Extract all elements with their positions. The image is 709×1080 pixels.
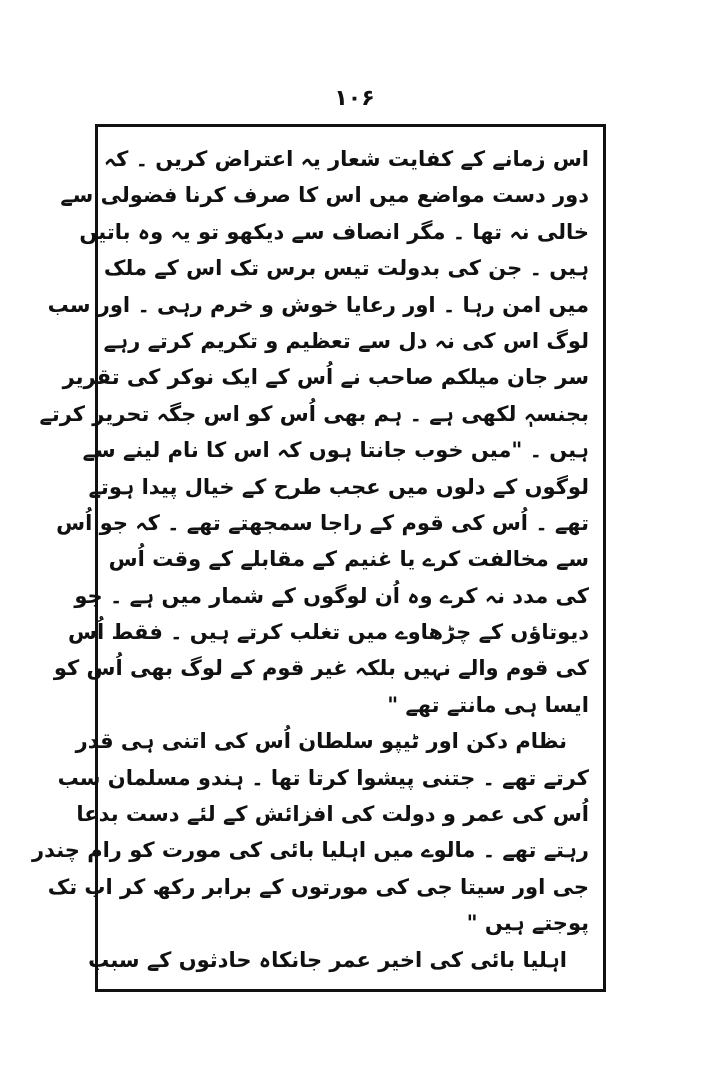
text-line: سر جان میلکم صاحب نے اُس کے ایک نوکر کی تقریر xyxy=(62,365,589,390)
text-line: اہلیا بائی کی اخیر عمر جانکاہ حادثوں کے سبب xyxy=(88,947,567,972)
text-line: دیوتاؤں کے چڑھاوے میں تغلب کرتے ہیں ۔ فقط اُس xyxy=(68,620,589,645)
text-line: ایسا ہی مانتے تھے " xyxy=(387,692,589,717)
text-line: کرتے تھے ۔ جتنی پیشوا کرتا تھا ۔ ہندو مسلمان سب xyxy=(57,765,589,790)
text-line: رہتے تھے ۔ مالوے میں اہلیا بائی کی مورت کو رام چندر xyxy=(31,838,589,863)
text-line: نظام دکن اور ٹیپو سلطان اُس کی اتنی ہی قدر xyxy=(75,729,567,754)
text-line: لوگوں کے دلوں میں عجب طرح کے خیال پیدا ہوتے xyxy=(88,474,589,499)
text-line: سے مخالفت کرے یا غنیم کے مقابلے کے وقت اُس xyxy=(108,547,589,572)
text-line: جی اور سیتا جی کی مورتوں کے برابر رکھ کر اب تک xyxy=(47,874,589,899)
text-line: میں امن رہا ۔ اور رعایا خوش و خرم رہی ۔ اور سب xyxy=(47,292,589,317)
text-line: پوجتے ہیں " xyxy=(466,911,589,936)
text-frame xyxy=(31,124,606,992)
text-line: لوگ اس کی نہ دل سے تعظیم و تکریم کرتے رہے xyxy=(103,328,589,353)
text-line: کی قوم والے نہیں بلکہ غیر قوم کے لوگ بھی اُس کو xyxy=(53,656,589,681)
page-number: ۱۰۶ xyxy=(334,86,375,111)
text-line: اس زمانے کے کفایت شعار یہ اعتراض کریں ۔ کہ xyxy=(103,147,589,171)
text-line: کی مدد نہ کرے وہ اُن لوگوں کے شمار میں ہے ۔ جو xyxy=(74,583,589,608)
text-line: بجنسہٖ لکھی ہے ۔ ہم بھی اُس کو اس جگہ تحریر کرتے xyxy=(39,401,589,426)
text-line: دور دست مواضع میں اس کا صرف کرنا فضولی سے xyxy=(60,183,589,208)
text-body xyxy=(31,141,589,975)
text-line: تھے ۔ اُس کی قوم کے راجا سمجھتے تھے ۔ کہ جو اُس xyxy=(56,510,589,535)
text-line: ہیں ۔ جن کی بدولت تیس برس تک اس کے ملک xyxy=(103,256,589,281)
text-line: خالی نہ تھا ۔ مگر انصاف سے دیکھو تو یہ وہ باتیں xyxy=(79,219,589,244)
text-line: اُس کی عمر و دولت کی افزائش کے لئے دست بدعا xyxy=(76,802,589,827)
text-line: ہیں ۔ "میں خوب جانتا ہوں کہ اس کا نام لینے سے xyxy=(82,438,589,463)
